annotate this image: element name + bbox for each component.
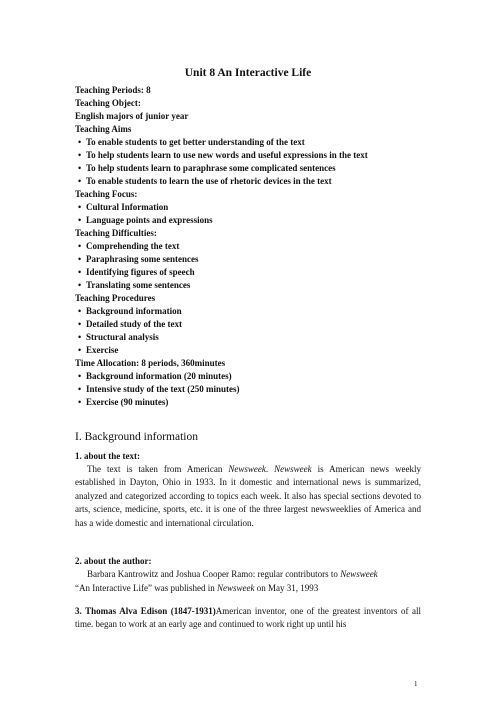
subsection-label: 1. about the text:	[75, 451, 140, 461]
subsection-label: 2. about the author:	[75, 556, 152, 566]
list-item: • To enable students to learn the use of rhetoric devices in the text	[78, 176, 332, 186]
list-item: • Exercise (90 minutes)	[78, 397, 169, 407]
teaching-object-label: Teaching Object:	[75, 98, 141, 108]
teaching-difficulties-label: Teaching Difficulties:	[75, 228, 157, 238]
list-item: • Identifying figures of speech	[78, 267, 195, 277]
list-item: • To help students learn to use new words and useful expressions in the text	[78, 150, 368, 160]
paragraph-about-text: The text is taken from American Newsweek. Newsweek is American news weekly established in Dayton, Ohio in 1933. In it domestic and international news is summarized, analyzed and categorized according to topics each week. It also has special sections devoted to arts, science, medicine, sports, etc. it is one of the three largest newsweeklies of America and has a wide domestic and international circulation.	[75, 464, 421, 528]
list-item: • To enable students to get better understanding of the text	[78, 137, 305, 147]
author-line: Barbara Kantrowitz and Joshua Cooper Ramo: regular contributors to Newsweek	[87, 569, 378, 579]
paragraph-edison: 3. Thomas Alva Edison (1847-1931)American inventor, one of the greatest inventors of all time. began to work at an early age and continued to work right up until his	[75, 606, 421, 630]
teaching-aims-label: Teaching Aims	[75, 124, 132, 134]
list-item: • Intensive study of the text (250 minutes)	[78, 384, 240, 394]
page-number: 1	[414, 680, 418, 688]
list-item: • Structural analysis	[78, 332, 159, 342]
teaching-periods: Teaching Periods: 8	[75, 85, 151, 95]
list-item: • Detailed study of the text	[78, 319, 182, 329]
list-item: • Paraphrasing some sentences	[78, 254, 199, 264]
teaching-focus-label: Teaching Focus:	[75, 189, 138, 199]
teaching-object-value: English majors of junior year	[75, 111, 189, 121]
time-allocation-label: Time Allocation: 8 periods, 360minutes	[75, 358, 226, 368]
page-title: Unit 8 An Interactive Life	[184, 67, 312, 79]
list-item: • Language points and expressions	[78, 215, 213, 225]
publication-line: “An Interactive Life” was published in Newsweek on May 31, 1993	[75, 583, 319, 593]
list-item: • Comprehending the text	[78, 241, 180, 251]
list-item: • Exercise	[78, 345, 119, 355]
list-item: • Background information (20 minutes)	[78, 371, 232, 381]
list-item: • Background information	[78, 306, 182, 316]
list-item: • Translating some sentences	[78, 280, 191, 290]
teaching-procedures-label: Teaching Procedures	[75, 293, 156, 303]
list-item: • To help students learn to paraphrase some complicated sentences	[78, 163, 336, 173]
list-item: • Cultural Information	[78, 202, 169, 212]
section-heading: I. Background information	[75, 431, 198, 443]
